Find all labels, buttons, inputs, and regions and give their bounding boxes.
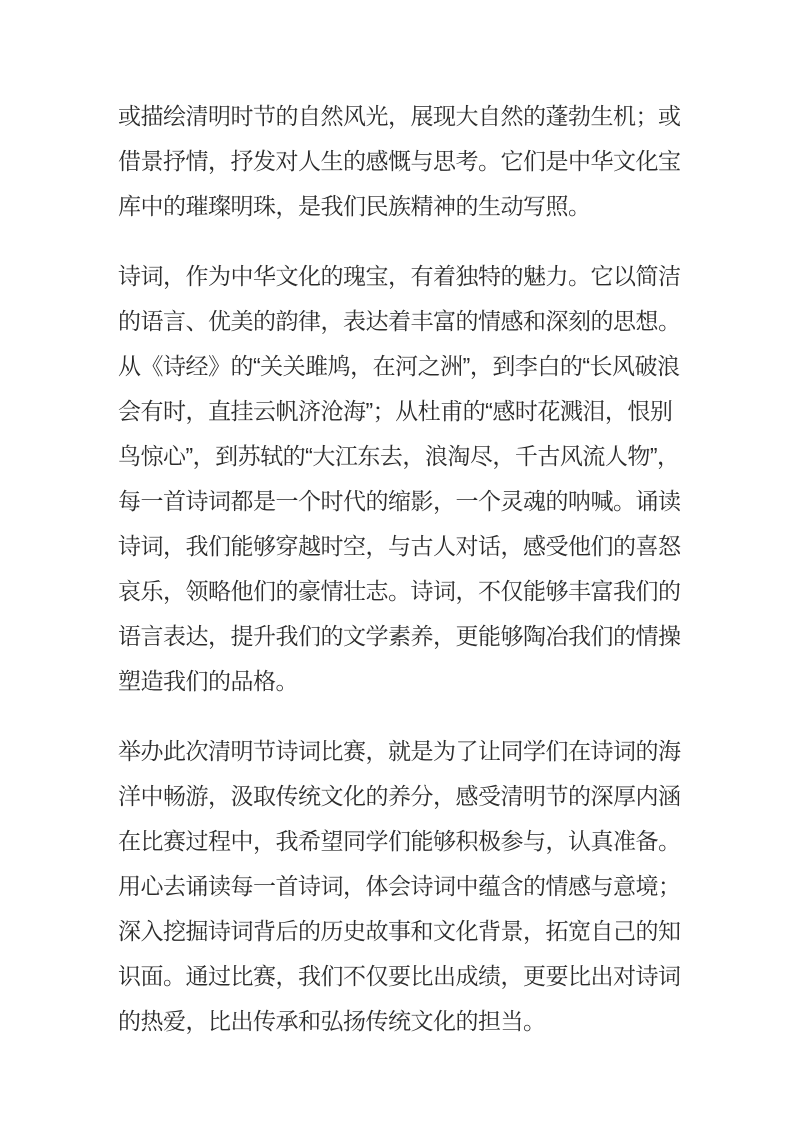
text-line: 每一首诗词都是一个时代的缩影，一个灵魂的呐喊。诵读 [118,488,681,514]
paragraph-1 [118,94,683,229]
paragraph-2 [118,254,683,704]
text-line: 从《诗经》的“关关雎鸠，在河之洲”，到李白的“长风破浪 [118,353,680,379]
text-line: 哀乐，领略他们的豪情壮志。诗词，不仅能够丰富我们的 [118,578,681,604]
text-line: 用心去诵读每一首诗词，体会诗词中蕴含的情感与意境； [118,873,681,899]
text-line: 的热爱，比出传承和弘扬传统文化的担当。 [118,1008,546,1034]
text-line: 借景抒情，抒发对人生的感慨与思考。它们是中华文化宝 [118,148,681,174]
text-line: 语言表达，提升我们的文学素养，更能够陶冶我们的情操 [118,623,681,649]
text-line: 或描绘清明时节的自然风光，展现大自然的蓬勃生机；或 [118,103,681,129]
text-line: 诗词，我们能够穿越时空，与古人对话，感受他们的喜怒 [118,533,681,559]
text-line: 诗词，作为中华文化的瑰宝，有着独特的魅力。它以简洁 [118,263,681,289]
text-line: 塑造我们的品格。 [118,668,298,694]
text-line: 举办此次清明节诗词比赛，就是为了让同学们在诗词的海 [118,738,681,764]
text-line: 会有时，直挂云帆济沧海”；从杜甫的“感时花溅泪，恨别 [118,398,673,424]
text-line: 在比赛过程中，我希望同学们能够积极参与，认真准备。 [118,828,681,854]
text-line: 库中的璀璨明珠，是我们民族精神的生动写照。 [118,193,591,219]
paragraph-3 [118,729,683,1044]
text-line: 的语言、优美的韵律，表达着丰富的情感和深刻的思想。 [118,308,681,334]
text-line: 鸟惊心”，到苏轼的“大江东去，浪淘尽，千古风流人物”， [118,443,680,469]
text-line: 识面。通过比赛，我们不仅要比出成绩，更要比出对诗词 [118,963,681,989]
text-line: 洋中畅游，汲取传统文化的养分，感受清明节的深厚内涵 [118,783,681,809]
text-line: 深入挖掘诗词背后的历史故事和文化背景，拓宽自己的知 [118,918,681,944]
